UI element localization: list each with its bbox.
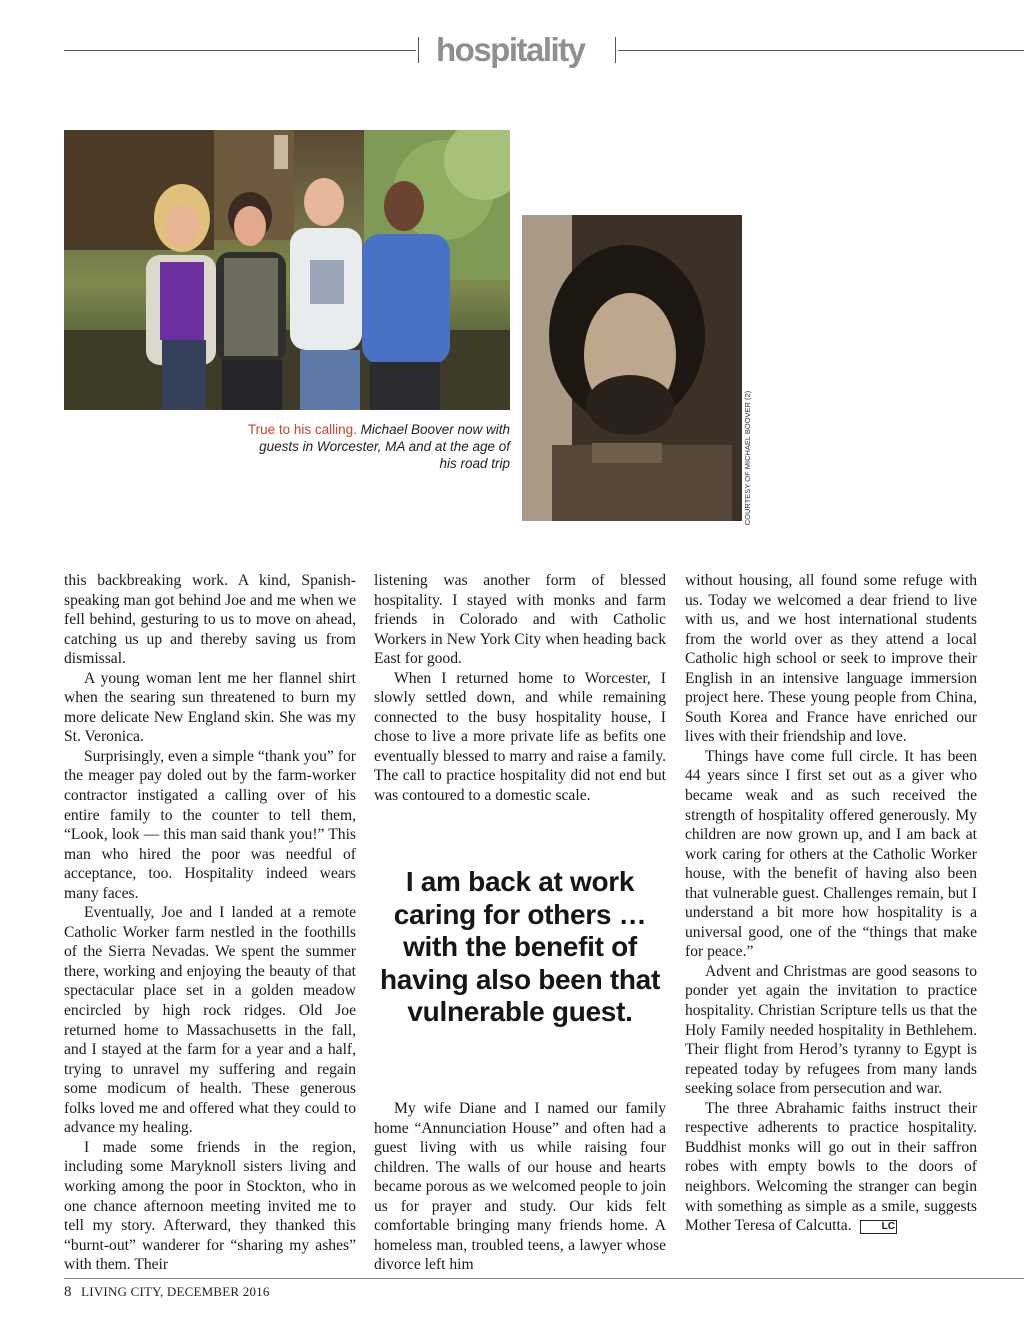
paragraph: My wife Diane and I named our family home “Annunciation House” and often had a guest living with us while raising four children. The walls of our house and hearts became porous as we welcomed people to join us for prayer and study. Our kids felt comfortable bringing many friends home. A homeless man, troubled teens, a lawyer whose divorce left him bbox=[374, 1100, 666, 1274]
end-mark-logo: LC bbox=[860, 1220, 897, 1234]
pull-quote: I am back at work caring for others … with the benefit of having also been that vulnerable guest. bbox=[380, 866, 660, 1027]
paragraph: I made some friends in the region, including some Maryknoll sisters living and working among the poor in Stockton, who in one chance afternoon meeting invited me to tell my story. Afterward, they thanked this “burnt-out” wanderer for “sharing my ashes” with them. Their bbox=[64, 1138, 356, 1274]
paragraph: this backbreaking work. A kind, Spanish-speaking man got behind Joe and me when we fell behind, gesturing to us to move on ahead, catching us up and thereby saving us from dismissal. bbox=[64, 572, 356, 668]
paragraph: listening was another form of blessed hospitality. I stayed with monks and farm friends in Colorado and with Catholic Workers in New York City when heading back East for good. bbox=[374, 572, 666, 668]
article-column-1 bbox=[64, 571, 356, 1275]
publication-line: LIVING CITY, DECEMBER 2016 bbox=[81, 1284, 270, 1299]
header-rule-right bbox=[618, 50, 1024, 51]
article-column-3 bbox=[685, 571, 977, 1236]
paragraph: When I returned home to Worcester, I slowly settled down, and while remaining connected to the busy hospitality house, I chose to live a more private life as befits one eventually blessed to marry and raise a family. The call to practice hospitality did not end but was contoured to a domestic scale. bbox=[374, 669, 666, 805]
article-column-2-bottom bbox=[374, 1099, 666, 1275]
photo-credit: COURTESY OF MICHAEL BOOVER (2) bbox=[743, 390, 752, 526]
group-photo-illustration bbox=[64, 130, 510, 410]
section-title: hospitality bbox=[436, 31, 585, 68]
paragraph: Surprisingly, even a simple “thank you” for the meager pay doled out by the farm-worker contractor instigated a calling over of his entire family to the counter to tell them, “Look, look — this man said thank you!” This man who hired the poor was needful of acceptance, too. Hospitality indeed wears many faces. bbox=[64, 747, 356, 902]
photo-caption bbox=[240, 421, 510, 472]
page-number: 8 bbox=[64, 1284, 72, 1300]
article-column-2-top bbox=[374, 571, 666, 806]
paragraph-text: The three Abrahamic faiths instruct their respective adherents to practice hospitality. Buddhist monks will go out in their saffron robes with empty bowls to the doors of neighbors. Welcoming the stranger can begin with something as simple as a smile, suggests Mother Teresa of Calcutta. bbox=[685, 1099, 977, 1235]
paragraph: A young woman lent me her flannel shirt when the searing sun threatened to burn my more delicate New England skin. She was my St. Veronica. bbox=[64, 669, 356, 746]
paragraph: without housing, all found some refuge with us. Today we welcomed a dear friend to live with us, and we host international students from the world over as they attend a local Catholic high school or seek to improve their English in an intensive language immersion project here. These young people from China, South Korea and France have enriched our lives with their friendship and love. bbox=[685, 572, 977, 746]
header-tick-right bbox=[615, 37, 616, 63]
caption-text: Michael Boover now with guests in Worcester, MA and at the age of his road trip bbox=[259, 422, 510, 471]
page-footer bbox=[64, 1284, 270, 1301]
paragraph: Things have come full circle. It has been 44 years since I first set out as a giver who became weak and as such received the strength of hospitality offered generously. My children are now grown up, and I am back at work caring for others at the Catholic Worker house, with the benefit of having also been that vulnerable guest. Challenges remain, but I understand a bit more how hospitality is a universal good, one of the “things that make for peace.” bbox=[685, 747, 977, 961]
portrait-photo-illustration bbox=[522, 215, 742, 521]
group-photo bbox=[64, 130, 510, 410]
portrait-photo bbox=[522, 215, 742, 521]
header-tick-left bbox=[418, 37, 419, 63]
caption-lead: True to his calling. bbox=[247, 422, 357, 437]
footer-rule bbox=[64, 1278, 1024, 1279]
paragraph bbox=[685, 1099, 977, 1236]
header-rule-left bbox=[64, 50, 416, 51]
paragraph: Eventually, Joe and I landed at a remote Catholic Worker farm nestled in the foothills of the Sierra Nevadas. We spent the summer there, working and enjoying the beauty of that spectacular place set in a golden meadow encircled by high rock ridges. Old Joe returned home to Massachusetts in the fall, and I stayed at the farm for a year and a half, trying to unravel my suffering and regain some modicum of health. These generous folks loved me and offered what they could to advance my healing. bbox=[64, 904, 356, 1137]
paragraph: Advent and Christmas are good seasons to ponder yet again the invitation to practice hospitality. Christian Scripture tells us that the Holy Family needed hospitality in Bethlehem. Their flight from Herod’s tyranny to Egypt is repeated today by refugees from many lands seeking solace from persecution and war. bbox=[685, 962, 977, 1098]
